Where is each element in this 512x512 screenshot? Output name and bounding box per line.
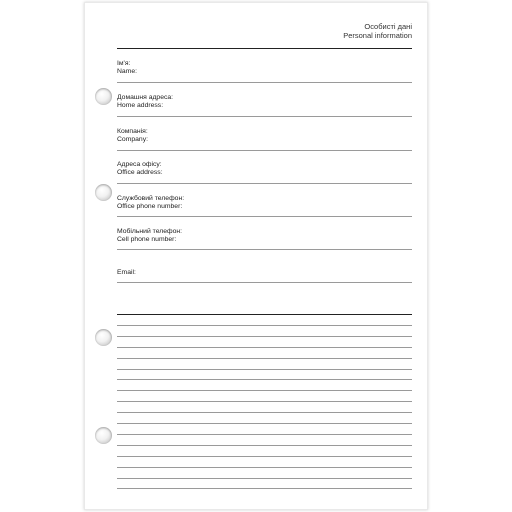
note-line <box>117 412 412 413</box>
company-field[interactable] <box>117 128 412 144</box>
note-line <box>117 467 412 468</box>
field-label-en: Company: <box>117 136 148 143</box>
notes-area[interactable] <box>117 314 412 494</box>
field-label-uk: Адреса офісу: <box>117 161 162 168</box>
note-line <box>117 488 412 489</box>
field-label-uk: Ім'я: <box>117 60 131 67</box>
field-label-uk: Службовий телефон: <box>117 195 185 202</box>
email-field[interactable] <box>117 269 412 277</box>
note-line <box>117 358 412 359</box>
note-line <box>117 456 412 457</box>
write-line <box>117 282 412 283</box>
header-divider <box>117 48 412 49</box>
punch-hole <box>95 88 112 105</box>
field-label-en: Cell phone number: <box>117 236 177 243</box>
note-line <box>117 423 412 424</box>
field-label-en: Home address: <box>117 102 164 109</box>
punch-hole <box>95 427 112 444</box>
field-label-en: Office phone number: <box>117 203 183 210</box>
cell-phone-field[interactable] <box>117 228 412 244</box>
write-line <box>117 216 412 217</box>
note-line <box>117 390 412 391</box>
write-line <box>117 116 412 117</box>
field-label-en: Email: <box>117 269 136 276</box>
note-line <box>117 325 412 326</box>
office-phone-field[interactable] <box>117 195 412 211</box>
page-title <box>343 22 412 40</box>
note-line <box>117 379 412 380</box>
planner-page <box>84 2 428 510</box>
write-line <box>117 82 412 83</box>
write-line <box>117 183 412 184</box>
punch-hole <box>95 329 112 346</box>
note-line <box>117 369 412 370</box>
note-line <box>117 347 412 348</box>
write-line <box>117 150 412 151</box>
note-line <box>117 336 412 337</box>
field-label-en: Office address: <box>117 169 163 176</box>
field-label-uk: Домашня адреса: <box>117 94 174 101</box>
field-label-uk: Мобільний телефон: <box>117 228 183 235</box>
note-line <box>117 478 412 479</box>
field-label-uk: Компанія: <box>117 128 148 135</box>
note-line <box>117 445 412 446</box>
name-field[interactable] <box>117 60 412 76</box>
office-address-field[interactable] <box>117 161 412 177</box>
note-line <box>117 401 412 402</box>
title-ukrainian: Особисті дані <box>364 22 412 31</box>
field-label-en: Name: <box>117 68 138 75</box>
home-address-field[interactable] <box>117 94 412 110</box>
punch-hole <box>95 184 112 201</box>
note-line <box>117 434 412 435</box>
write-line <box>117 249 412 250</box>
title-english: Personal information <box>343 31 412 40</box>
